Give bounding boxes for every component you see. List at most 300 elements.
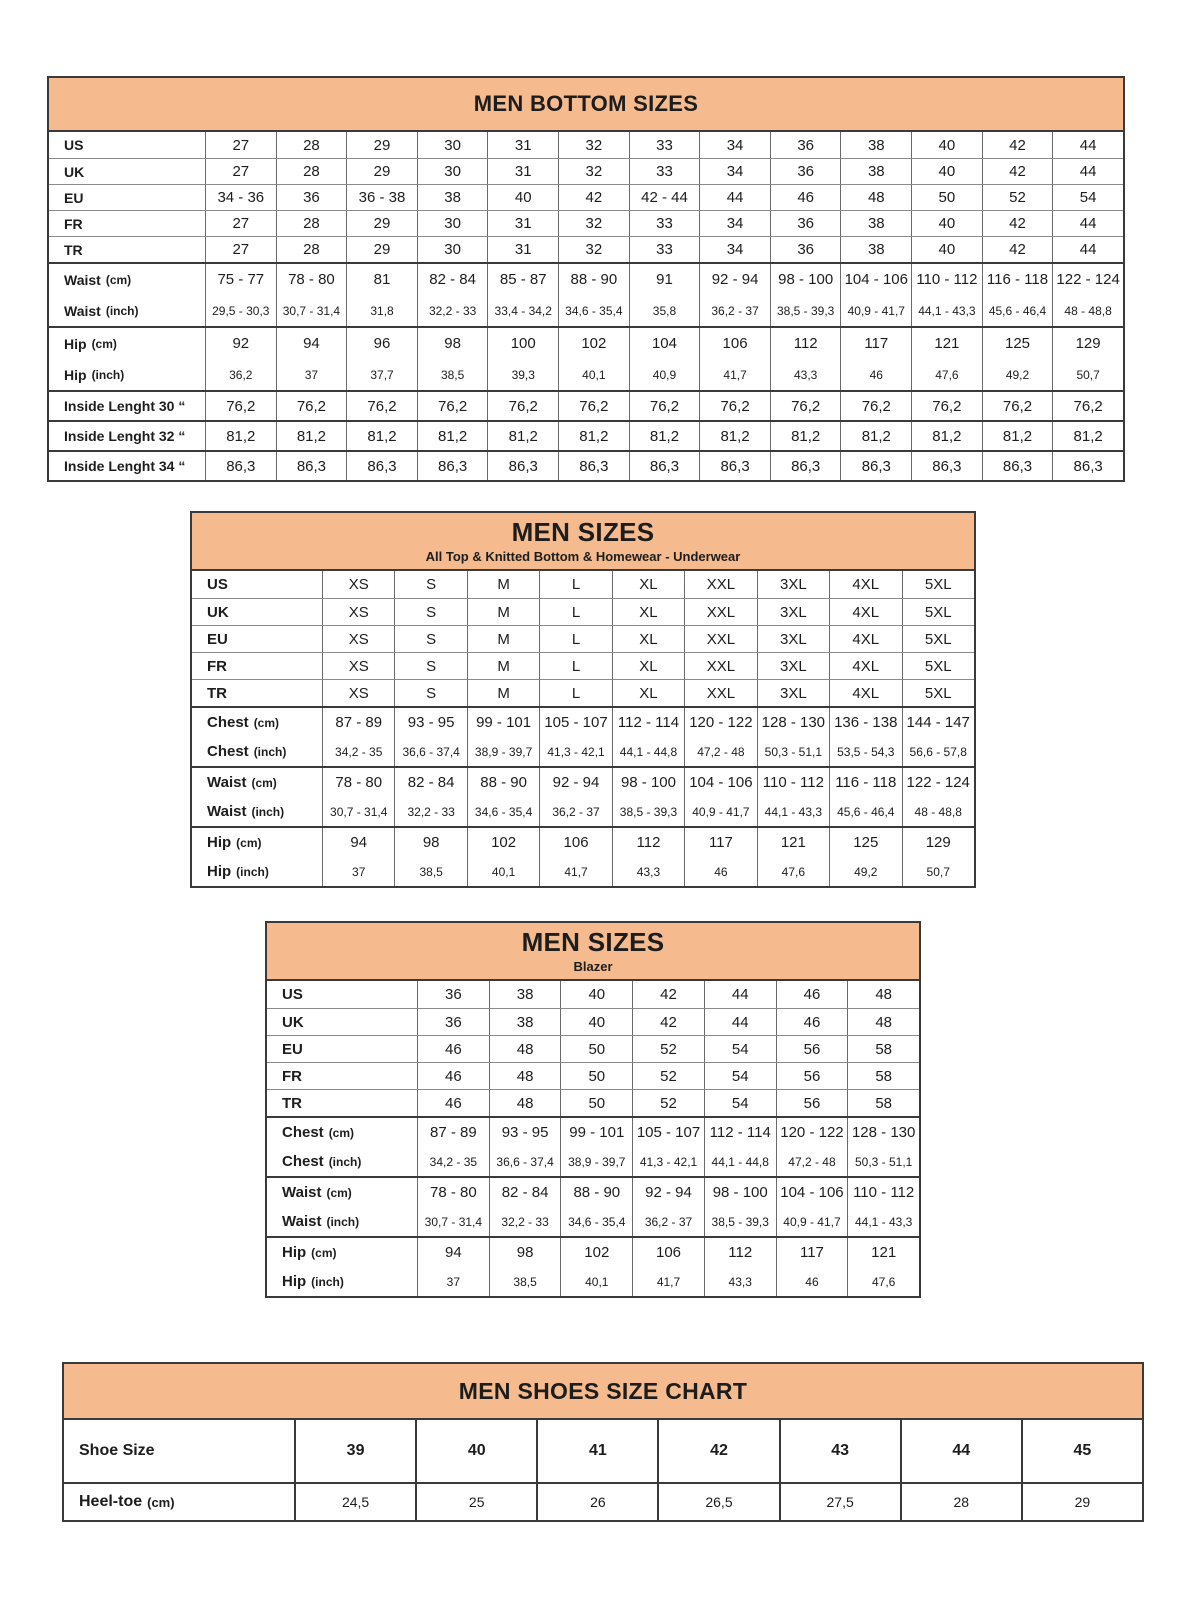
table-cell: 43,3 [704, 1267, 776, 1296]
table-cell: 86,3 [205, 452, 276, 480]
table-cell: 39 [294, 1420, 415, 1482]
table-cell: 85 - 87 [487, 264, 558, 295]
table-header [192, 513, 974, 571]
table-cell: 37 [322, 857, 394, 886]
table-cell: XS [322, 680, 394, 706]
row-label-text: FR [207, 657, 227, 675]
table-cell: 98 - 100 [704, 1178, 776, 1207]
table-cell: 5XL [902, 680, 974, 706]
table-cell: XL [612, 571, 684, 598]
table-cell: 32,2 - 33 [417, 295, 488, 326]
table-cell: 36,6 - 37,4 [394, 737, 466, 766]
table-cell: 81,2 [982, 422, 1053, 450]
table-cell: 81,2 [417, 422, 488, 450]
table-cell: 81,2 [840, 422, 911, 450]
table-cell: 98 [489, 1238, 561, 1267]
table-cell: 45,6 - 46,4 [982, 295, 1053, 326]
table-cell: 128 - 130 [847, 1118, 919, 1147]
row-label-unit: (cm) [326, 1185, 352, 1200]
table-cell: 38 [840, 132, 911, 158]
table-cell: 40 [415, 1420, 536, 1482]
table-cell: 86,3 [346, 452, 417, 480]
row-label-text: Chest [282, 1153, 324, 1170]
table-cell: 29 [346, 132, 417, 158]
table-cell: 86,3 [982, 452, 1053, 480]
table-cell: 121 [911, 328, 982, 359]
table-cell: 86,3 [629, 452, 700, 480]
table-cell: 46 [417, 1036, 489, 1062]
table-cell: M [467, 571, 539, 598]
table-cell: 34 [699, 132, 770, 158]
table-cell: 38 [840, 159, 911, 184]
table-cell: 129 [902, 828, 974, 857]
table-cell: 50,7 [902, 857, 974, 886]
table-cell: 76,2 [276, 392, 347, 420]
table-cell: 45 [1021, 1420, 1142, 1482]
table-cell: 36,2 - 37 [632, 1207, 704, 1236]
table-cell: S [394, 571, 466, 598]
table-cell: 56 [776, 1090, 848, 1116]
table-cell: 86,3 [911, 452, 982, 480]
table-cell: 44 [1052, 237, 1123, 262]
table-cell: 46 [840, 359, 911, 390]
row-label [192, 708, 322, 737]
row-label-unit: (cm) [328, 1125, 355, 1140]
table-cell: XS [322, 626, 394, 652]
table-cell: 34 [699, 211, 770, 236]
table-cell: 47,6 [847, 1267, 919, 1296]
table-cell: 121 [847, 1238, 919, 1267]
row-label [267, 1090, 417, 1116]
row-group [267, 981, 919, 1116]
men-bottom-sizes-table [47, 76, 1125, 482]
row-label [192, 768, 322, 797]
row-label-unit: (inch) [91, 367, 125, 382]
table-cell: 86,3 [276, 452, 347, 480]
table-cell: 52 [632, 1063, 704, 1089]
table-cell: 38 [840, 211, 911, 236]
table-cell: 38,5 [489, 1267, 561, 1296]
table-row-chest-inch [192, 737, 974, 766]
table-cell: 105 - 107 [632, 1118, 704, 1147]
table-cell: 86,3 [487, 452, 558, 480]
table-cell: 41,7 [699, 359, 770, 390]
row-label-unit: (inch) [311, 1274, 344, 1289]
table-row-chest-cm [192, 708, 974, 737]
table-row-tr [49, 236, 1123, 262]
row-label-text: UK [64, 163, 85, 180]
row-label [49, 264, 205, 295]
table-cell: 128 - 130 [757, 708, 829, 737]
row-label-text: Waist [207, 774, 247, 791]
row-label [192, 653, 322, 679]
table-cell: 52 [632, 1036, 704, 1062]
table-cell: 39,3 [487, 359, 558, 390]
table-cell: 81,2 [629, 422, 700, 450]
row-label [49, 211, 205, 236]
table-cell: 54 [1052, 185, 1123, 210]
table-cell: 36 [417, 1009, 489, 1035]
table-cell: 38 [489, 981, 561, 1008]
table-cell: XXL [684, 653, 756, 679]
row-group [64, 1420, 1142, 1482]
table-cell: 91 [629, 264, 700, 295]
table-row-chest-inch [267, 1147, 919, 1176]
table-cell: 110 - 112 [847, 1178, 919, 1207]
table-cell: 40 [487, 185, 558, 210]
table-cell: 53,5 - 54,3 [829, 737, 901, 766]
table-cell: 76,2 [629, 392, 700, 420]
row-label-text: Hip [207, 834, 232, 851]
table-cell: 4XL [829, 626, 901, 652]
table-cell: 81 [346, 264, 417, 295]
table-cell: 36,2 [205, 359, 276, 390]
table-cell: 48 [489, 1036, 561, 1062]
table-cell: 40 [560, 1009, 632, 1035]
table-cell: XL [612, 680, 684, 706]
row-label-unit: (inch) [328, 1154, 362, 1169]
table-cell: 105 - 107 [539, 708, 611, 737]
table-cell: 116 - 118 [982, 264, 1053, 295]
table-cell: 24,5 [294, 1484, 415, 1520]
table-cell: 48 [489, 1063, 561, 1089]
row-label [49, 422, 205, 450]
table-cell: 86,3 [699, 452, 770, 480]
table-cell: 26,5 [657, 1484, 778, 1520]
table-cell: 100 [487, 328, 558, 359]
table-cell: 94 [417, 1238, 489, 1267]
table-row-hip-inch [267, 1267, 919, 1296]
table-cell: 50,3 - 51,1 [757, 737, 829, 766]
table-row-tr [192, 679, 974, 706]
table-cell: 40,9 - 41,7 [776, 1207, 848, 1236]
table-cell: 81,2 [346, 422, 417, 450]
row-label [192, 599, 322, 625]
row-label-text: EU [207, 630, 228, 648]
table-row-chest-cm [267, 1118, 919, 1147]
row-label [267, 981, 417, 1008]
table-row-eu [267, 1035, 919, 1062]
table-cell: 76,2 [417, 392, 488, 420]
table-cell: 30,7 - 31,4 [417, 1207, 489, 1236]
row-label-text: US [64, 137, 84, 153]
table-cell: 27 [205, 132, 276, 158]
table-cell: 38,5 - 39,3 [612, 797, 684, 826]
table-cell: 78 - 80 [417, 1178, 489, 1207]
table-cell: 40,1 [560, 1267, 632, 1296]
table-cell: 30 [417, 211, 488, 236]
table-cell: 48 [847, 981, 919, 1008]
table-cell: 3XL [757, 626, 829, 652]
table-cell: 33 [629, 237, 700, 262]
table-cell: 94 [322, 828, 394, 857]
table-cell: 37,7 [346, 359, 417, 390]
table-cell: 32 [558, 211, 629, 236]
table-cell: L [539, 626, 611, 652]
table-cell: XL [612, 653, 684, 679]
table-cell: 36,2 - 37 [699, 295, 770, 326]
table-cell: XXL [684, 599, 756, 625]
row-label [192, 737, 322, 766]
table-cell: 120 - 122 [684, 708, 756, 737]
table-cell: 104 [629, 328, 700, 359]
table-cell: 44 [1052, 211, 1123, 236]
table-row-shoe-size [64, 1420, 1142, 1482]
table-cell: 41,7 [632, 1267, 704, 1296]
table-cell: 32,2 - 33 [489, 1207, 561, 1236]
table-cell: 36 [417, 981, 489, 1008]
table-cell: 99 - 101 [560, 1118, 632, 1147]
table-cell: 36 [276, 185, 347, 210]
row-label-text: EU [282, 1040, 303, 1058]
row-label [267, 1009, 417, 1035]
table-subtitle: Blazer [573, 958, 613, 974]
row-label [267, 1118, 417, 1147]
table-cell: 41,7 [539, 857, 611, 886]
table-cell: 29 [346, 159, 417, 184]
row-group [192, 571, 974, 706]
table-cell: 34,6 - 35,4 [467, 797, 539, 826]
table-cell: 40,1 [558, 359, 629, 390]
table-cell: 28 [276, 159, 347, 184]
row-label-text: Waist [282, 1184, 322, 1201]
table-cell: 104 - 106 [840, 264, 911, 295]
table-row-hip-cm [267, 1238, 919, 1267]
table-cell: 32,2 - 33 [394, 797, 466, 826]
table-cell: 136 - 138 [829, 708, 901, 737]
row-label-unit: (inch) [251, 804, 285, 819]
table-cell: XS [322, 571, 394, 598]
row-group [49, 450, 1123, 480]
table-cell: M [467, 626, 539, 652]
table-cell: 88 - 90 [467, 768, 539, 797]
table-cell: 48 [489, 1090, 561, 1116]
table-cell: XL [612, 599, 684, 625]
row-label-text: Waist [64, 271, 101, 288]
table-cell: 88 - 90 [560, 1178, 632, 1207]
row-group [49, 326, 1123, 390]
table-cell: 76,2 [770, 392, 841, 420]
table-cell: 31 [487, 237, 558, 262]
table-cell: 42 [982, 132, 1053, 158]
table-cell: 30,7 - 31,4 [322, 797, 394, 826]
table-cell: 76,2 [205, 392, 276, 420]
table-cell: 81,2 [1052, 422, 1123, 450]
table-row-uk [192, 598, 974, 625]
row-group [49, 390, 1123, 420]
table-cell: 117 [840, 328, 911, 359]
table-cell: 30 [417, 132, 488, 158]
table-row-hip-cm [192, 828, 974, 857]
table-cell: L [539, 653, 611, 679]
table-cell: 86,3 [558, 452, 629, 480]
table-cell: 36 - 38 [346, 185, 417, 210]
table-cell: 94 [276, 328, 347, 359]
table-cell: 76,2 [1052, 392, 1123, 420]
table-cell: 31 [487, 159, 558, 184]
row-label-text: Waist [207, 803, 247, 820]
table-cell: 76,2 [346, 392, 417, 420]
row-label-text: Shoe Size [79, 1442, 155, 1459]
row-label-text: Hip [207, 863, 232, 880]
table-cell: 26 [536, 1484, 657, 1520]
table-subtitle: All Top & Knitted Bottom & Homewear - Underwear [425, 548, 741, 564]
row-label-unit: (inch) [236, 864, 269, 879]
table-cell: 33,4 - 34,2 [487, 295, 558, 326]
table-cell: 43,3 [770, 359, 841, 390]
row-label [267, 1063, 417, 1089]
table-row-waist-cm [49, 264, 1123, 295]
table-cell: 40,9 [629, 359, 700, 390]
table-cell: 86,3 [770, 452, 841, 480]
table-cell: 104 - 106 [776, 1178, 848, 1207]
table-cell: 38,9 - 39,7 [467, 737, 539, 766]
table-cell: 46 [776, 981, 848, 1008]
table-cell: XXL [684, 571, 756, 598]
table-cell: 46 [776, 1009, 848, 1035]
table-cell: 102 [467, 828, 539, 857]
table-cell: 98 - 100 [612, 768, 684, 797]
table-cell: XS [322, 599, 394, 625]
table-cell: 40,1 [467, 857, 539, 886]
table-cell: 125 [982, 328, 1053, 359]
table-cell: 78 - 80 [276, 264, 347, 295]
table-cell: 28 [900, 1484, 1021, 1520]
table-cell: 47,6 [911, 359, 982, 390]
table-cell: 36 [770, 237, 841, 262]
row-label-text: TR [207, 684, 227, 702]
table-cell: 98 - 100 [770, 264, 841, 295]
table-cell: 40 [911, 211, 982, 236]
table-cell: 92 - 94 [632, 1178, 704, 1207]
table-cell: 50 [911, 185, 982, 210]
table-cell: 43 [779, 1420, 900, 1482]
row-label [64, 1484, 294, 1520]
table-cell: XXL [684, 626, 756, 652]
table-cell: 36,2 - 37 [539, 797, 611, 826]
table-row-eu [49, 184, 1123, 210]
table-cell: 81,2 [205, 422, 276, 450]
table-cell: 36 [770, 159, 841, 184]
table-cell: 32 [558, 159, 629, 184]
table-row-us [49, 132, 1123, 158]
table-header [49, 78, 1123, 132]
table-cell: 30 [417, 159, 488, 184]
row-label [49, 452, 205, 480]
table-cell: 58 [847, 1090, 919, 1116]
table-cell: L [539, 599, 611, 625]
table-body [64, 1420, 1142, 1520]
table-cell: 3XL [757, 680, 829, 706]
table-cell: 38 [489, 1009, 561, 1035]
table-cell: 31 [487, 132, 558, 158]
table-cell: 5XL [902, 571, 974, 598]
table-cell: 46 [776, 1267, 848, 1296]
table-cell: 3XL [757, 571, 829, 598]
table-cell: 104 - 106 [684, 768, 756, 797]
row-group [267, 1176, 919, 1236]
table-cell: 86,3 [417, 452, 488, 480]
table-cell: XS [322, 653, 394, 679]
table-cell: 40 [911, 237, 982, 262]
table-cell: 81,2 [911, 422, 982, 450]
table-cell: 44,1 - 44,8 [704, 1147, 776, 1176]
row-label-text: FR [64, 215, 83, 232]
row-label [267, 1238, 417, 1267]
table-cell: 88 - 90 [558, 264, 629, 295]
table-cell: 87 - 89 [417, 1118, 489, 1147]
table-body [49, 132, 1123, 480]
table-cell: 28 [276, 211, 347, 236]
table-row-inside-lenght-30 [49, 392, 1123, 420]
table-cell: 122 - 124 [902, 768, 974, 797]
row-label-text: Hip [64, 366, 87, 383]
table-cell: 98 [417, 328, 488, 359]
table-cell: 110 - 112 [911, 264, 982, 295]
row-group [49, 262, 1123, 326]
table-cell: 5XL [902, 653, 974, 679]
table-cell: 86,3 [1052, 452, 1123, 480]
table-cell: 46 [417, 1090, 489, 1116]
row-label [192, 797, 322, 826]
table-cell: 58 [847, 1063, 919, 1089]
table-cell: 81,2 [770, 422, 841, 450]
table-cell: 38,9 - 39,7 [560, 1147, 632, 1176]
row-label-unit: (cm) [105, 272, 132, 287]
table-cell: 78 - 80 [322, 768, 394, 797]
row-label [49, 295, 205, 326]
row-label-text: FR [282, 1067, 302, 1085]
table-cell: 76,2 [558, 392, 629, 420]
table-row-waist-cm [267, 1178, 919, 1207]
row-label-unit: (inch) [253, 744, 287, 759]
table-cell: 38 [840, 237, 911, 262]
table-cell: 3XL [757, 653, 829, 679]
table-cell: 40 [911, 159, 982, 184]
table-cell: 112 [770, 328, 841, 359]
table-cell: 92 - 94 [699, 264, 770, 295]
table-cell: 45,6 - 46,4 [829, 797, 901, 826]
row-label-text: Waist [282, 1213, 322, 1230]
table-cell: 144 - 147 [902, 708, 974, 737]
table-cell: 42 [657, 1420, 778, 1482]
table-cell: 40 [560, 981, 632, 1008]
table-cell: S [394, 599, 466, 625]
row-label-text: Hip [282, 1244, 307, 1261]
row-group [192, 706, 974, 766]
table-cell: 47,6 [757, 857, 829, 886]
table-body [192, 571, 974, 886]
table-cell: 4XL [829, 680, 901, 706]
table-cell: 81,2 [276, 422, 347, 450]
table-cell: 56,6 - 57,8 [902, 737, 974, 766]
row-label [267, 1147, 417, 1176]
men-shoes-size-table [62, 1362, 1144, 1522]
row-label [192, 626, 322, 652]
table-cell: S [394, 653, 466, 679]
table-cell: 50,7 [1052, 359, 1123, 390]
table-cell: M [467, 680, 539, 706]
table-cell: 4XL [829, 599, 901, 625]
table-cell: 30,7 - 31,4 [276, 295, 347, 326]
table-cell: 116 - 118 [829, 768, 901, 797]
row-label-unit: (inch) [105, 303, 139, 318]
table-cell: 44 [1052, 132, 1123, 158]
table-cell: 34,2 - 35 [322, 737, 394, 766]
table-row-fr [267, 1062, 919, 1089]
table-cell: 54 [704, 1036, 776, 1062]
table-cell: 42 [632, 1009, 704, 1035]
